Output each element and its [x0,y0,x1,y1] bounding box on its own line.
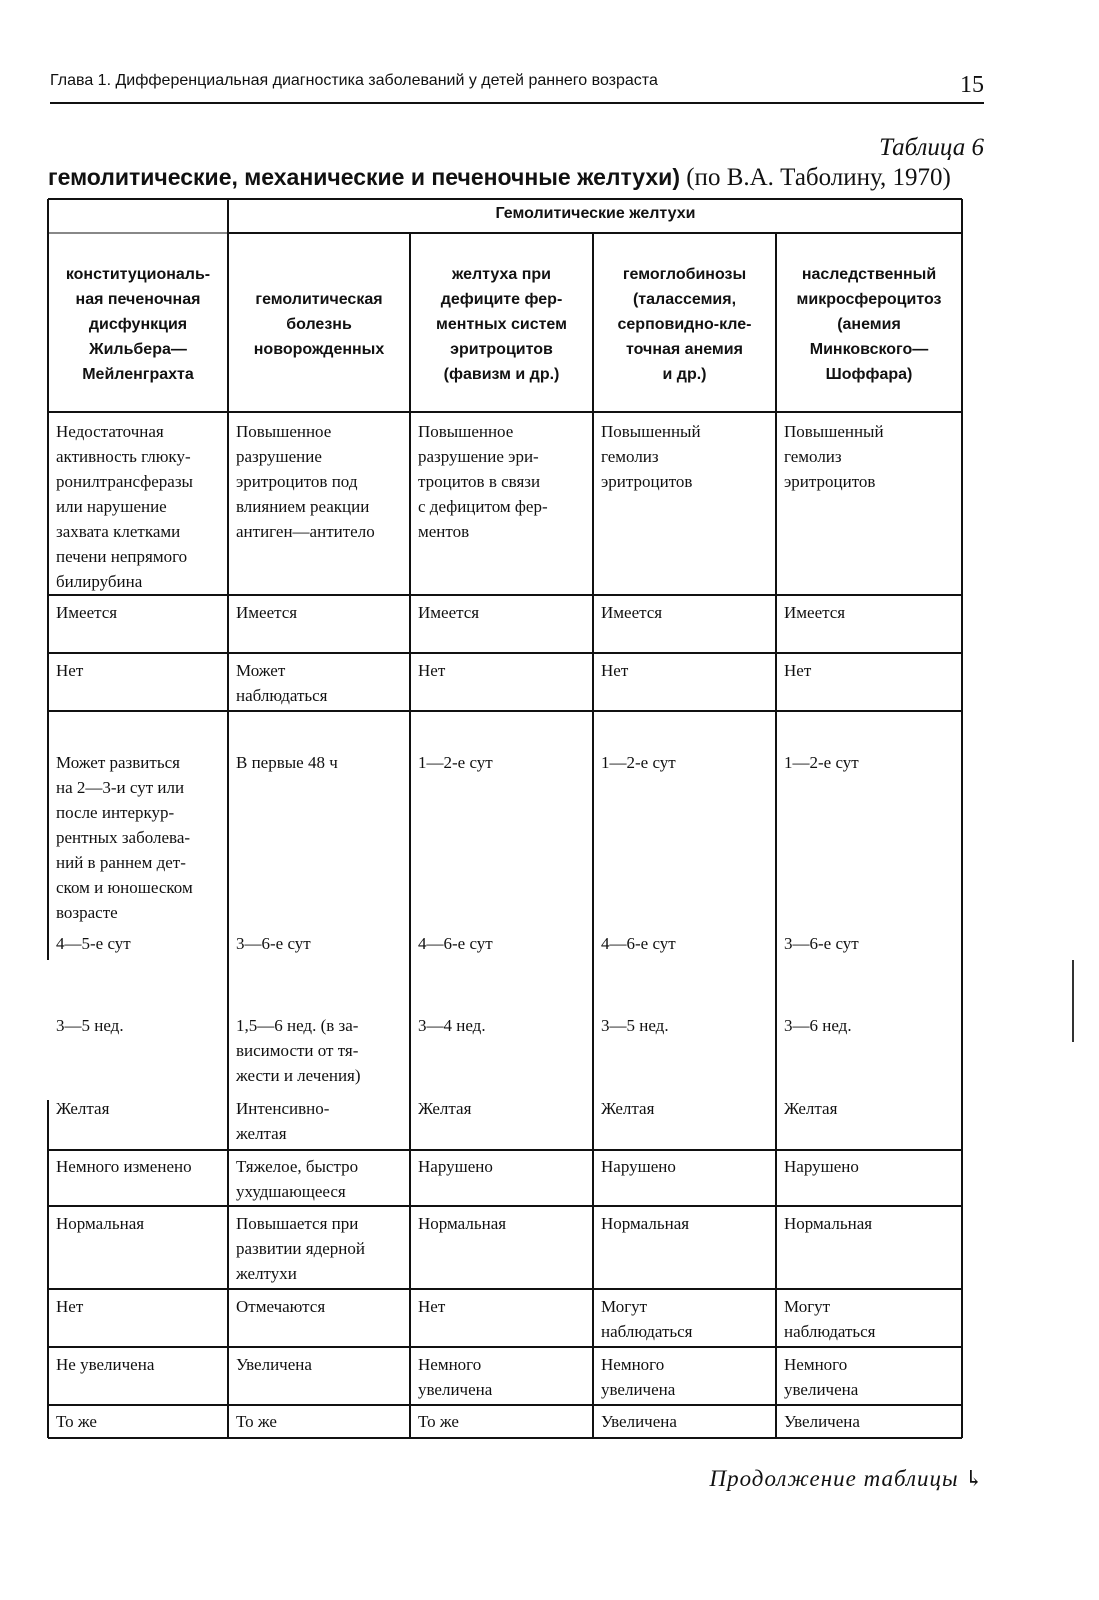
header-rule [50,102,984,104]
table-cell: В первые 48 ч [236,753,338,772]
table-cell: Повышенный гемолиз эритроцитов [601,422,701,491]
table-cell: Желтая [56,1099,110,1118]
curved-arrow-icon: ↳ [964,1466,984,1491]
table-cell: Интенсивно- желтая [236,1099,330,1143]
table-cell: Немного увеличена [418,1355,493,1399]
table-cell: Могут наблюдаться [601,1297,693,1341]
table-cell: То же [236,1412,277,1431]
table-cell: 4—6-е сут [601,934,676,953]
table-cell: Желтая [784,1099,838,1118]
table-cell: Нормальная [784,1214,873,1233]
table-cell: Нет [56,661,84,680]
table-cell: Нет [418,1297,446,1316]
table-cell: Нет [601,661,629,680]
table-cell: Увеличена [236,1355,312,1374]
column-header: желтуха при дефиците фер- ментных систем эритроцитов (фавизм и др.) [436,266,567,383]
table-cell: Нет [784,661,812,680]
table-cell: То же [56,1412,97,1431]
table-label: Таблица 6 [879,134,984,161]
table-cell: Повышенное разрушение эритроцитов под влиянием реакции антиген—антитело [236,422,375,541]
table-cell: 3—5 нед. [601,1016,669,1035]
table-cell: Недостаточная активность глюку- ронилтрансферазы или нарушение захвата клетками печени непрямого билирубина [56,422,193,591]
column-header: гемоглобинозы (талассемия, серповидно-кле- точная анемия и др.) [617,266,752,383]
table-cell: 3—4 нед. [418,1016,486,1035]
table-cell: Могут наблюдаться [784,1297,876,1341]
table-cell: 1—2-е сут [784,753,859,772]
table-cell: Может развиться на 2—3-и сут или после интеркур- рентных заболева- ний в раннем дет- ском и юношеском возрасте [56,753,193,922]
table-cell: Нормальная [56,1214,145,1233]
running-head: Глава 1. Дифференциальная диагностика заболеваний у детей раннего возраста [50,72,658,89]
table-cell: 1—2-е сут [601,753,676,772]
continued-label [710,1466,985,1492]
table-cell: Желтая [418,1099,472,1118]
table-title-source: (по В.А. Таболину, 1970) [679,164,951,191]
table-cell: Немного изменено [56,1157,192,1176]
group-header-hemolytic: Гемолитические желтухи [495,205,696,222]
table-cell: Нормальная [418,1214,507,1233]
table-cell: 1—2-е сут [418,753,493,772]
table-cell: Тяжелое, быстро ухудшающееся [236,1157,359,1201]
table-cell: Немного увеличена [601,1355,676,1399]
table-cell: Желтая [601,1099,655,1118]
table-cell: Имеется [601,603,663,622]
table-cell: Увеличена [601,1412,677,1431]
table-cell: 4—6-е сут [418,934,493,953]
table-cell: Увеличена [784,1412,860,1431]
column-header: гемолитическая болезнь новорожденных [253,291,385,358]
table-title [48,164,984,192]
column-header: наследственный микросфероцитоз (анемия Минковского— Шоффара) [796,266,942,383]
table-cell: Имеется [784,603,846,622]
table-cell: Нормальная [601,1214,690,1233]
table-cell: Нарушено [601,1157,676,1176]
table-cell: Немного увеличена [784,1355,859,1399]
continued-text: Продолжение таблицы [709,1466,959,1491]
table-cell: 4—5-е сут [56,934,131,953]
table-title-bold: гемолитические, механические и печеночные желтухи) [48,164,680,190]
page-number: 15 [960,72,984,98]
table-cell: Имеется [56,603,118,622]
table-cell: Повышенное разрушение эри- троцитов в связи с дефицитом фер- ментов [418,422,548,541]
table-cell: Отмечаются [236,1297,326,1316]
table-cell: 1,5—6 нед. (в за- висимости от тя- жести и лечения) [236,1016,361,1085]
table-cell: 3—6-е сут [236,934,311,953]
table-cell: Имеется [236,603,298,622]
table-cell: Не увеличена [56,1355,155,1374]
table-cell: Нет [56,1297,84,1316]
column-header: конституциональ- ная печеночная дисфункция Жильбера— Мейленграхта [65,266,211,383]
margin-mark [1072,960,1074,1042]
table-cell: Нарушено [784,1157,859,1176]
table-cell: 3—5 нед. [56,1016,124,1035]
table-cell: Может наблюдаться [236,661,328,705]
table-cell: Нет [418,661,446,680]
table-cell: Нарушено [418,1157,493,1176]
table-cell: Имеется [418,603,480,622]
table-cell: Повышается при развитии ядерной желтухи [236,1214,365,1283]
table-cell: То же [418,1412,459,1431]
table-cell: 3—6-е сут [784,934,859,953]
table-cell: Повышенный гемолиз эритроцитов [784,422,884,491]
table-cell: 3—6 нед. [784,1016,852,1035]
